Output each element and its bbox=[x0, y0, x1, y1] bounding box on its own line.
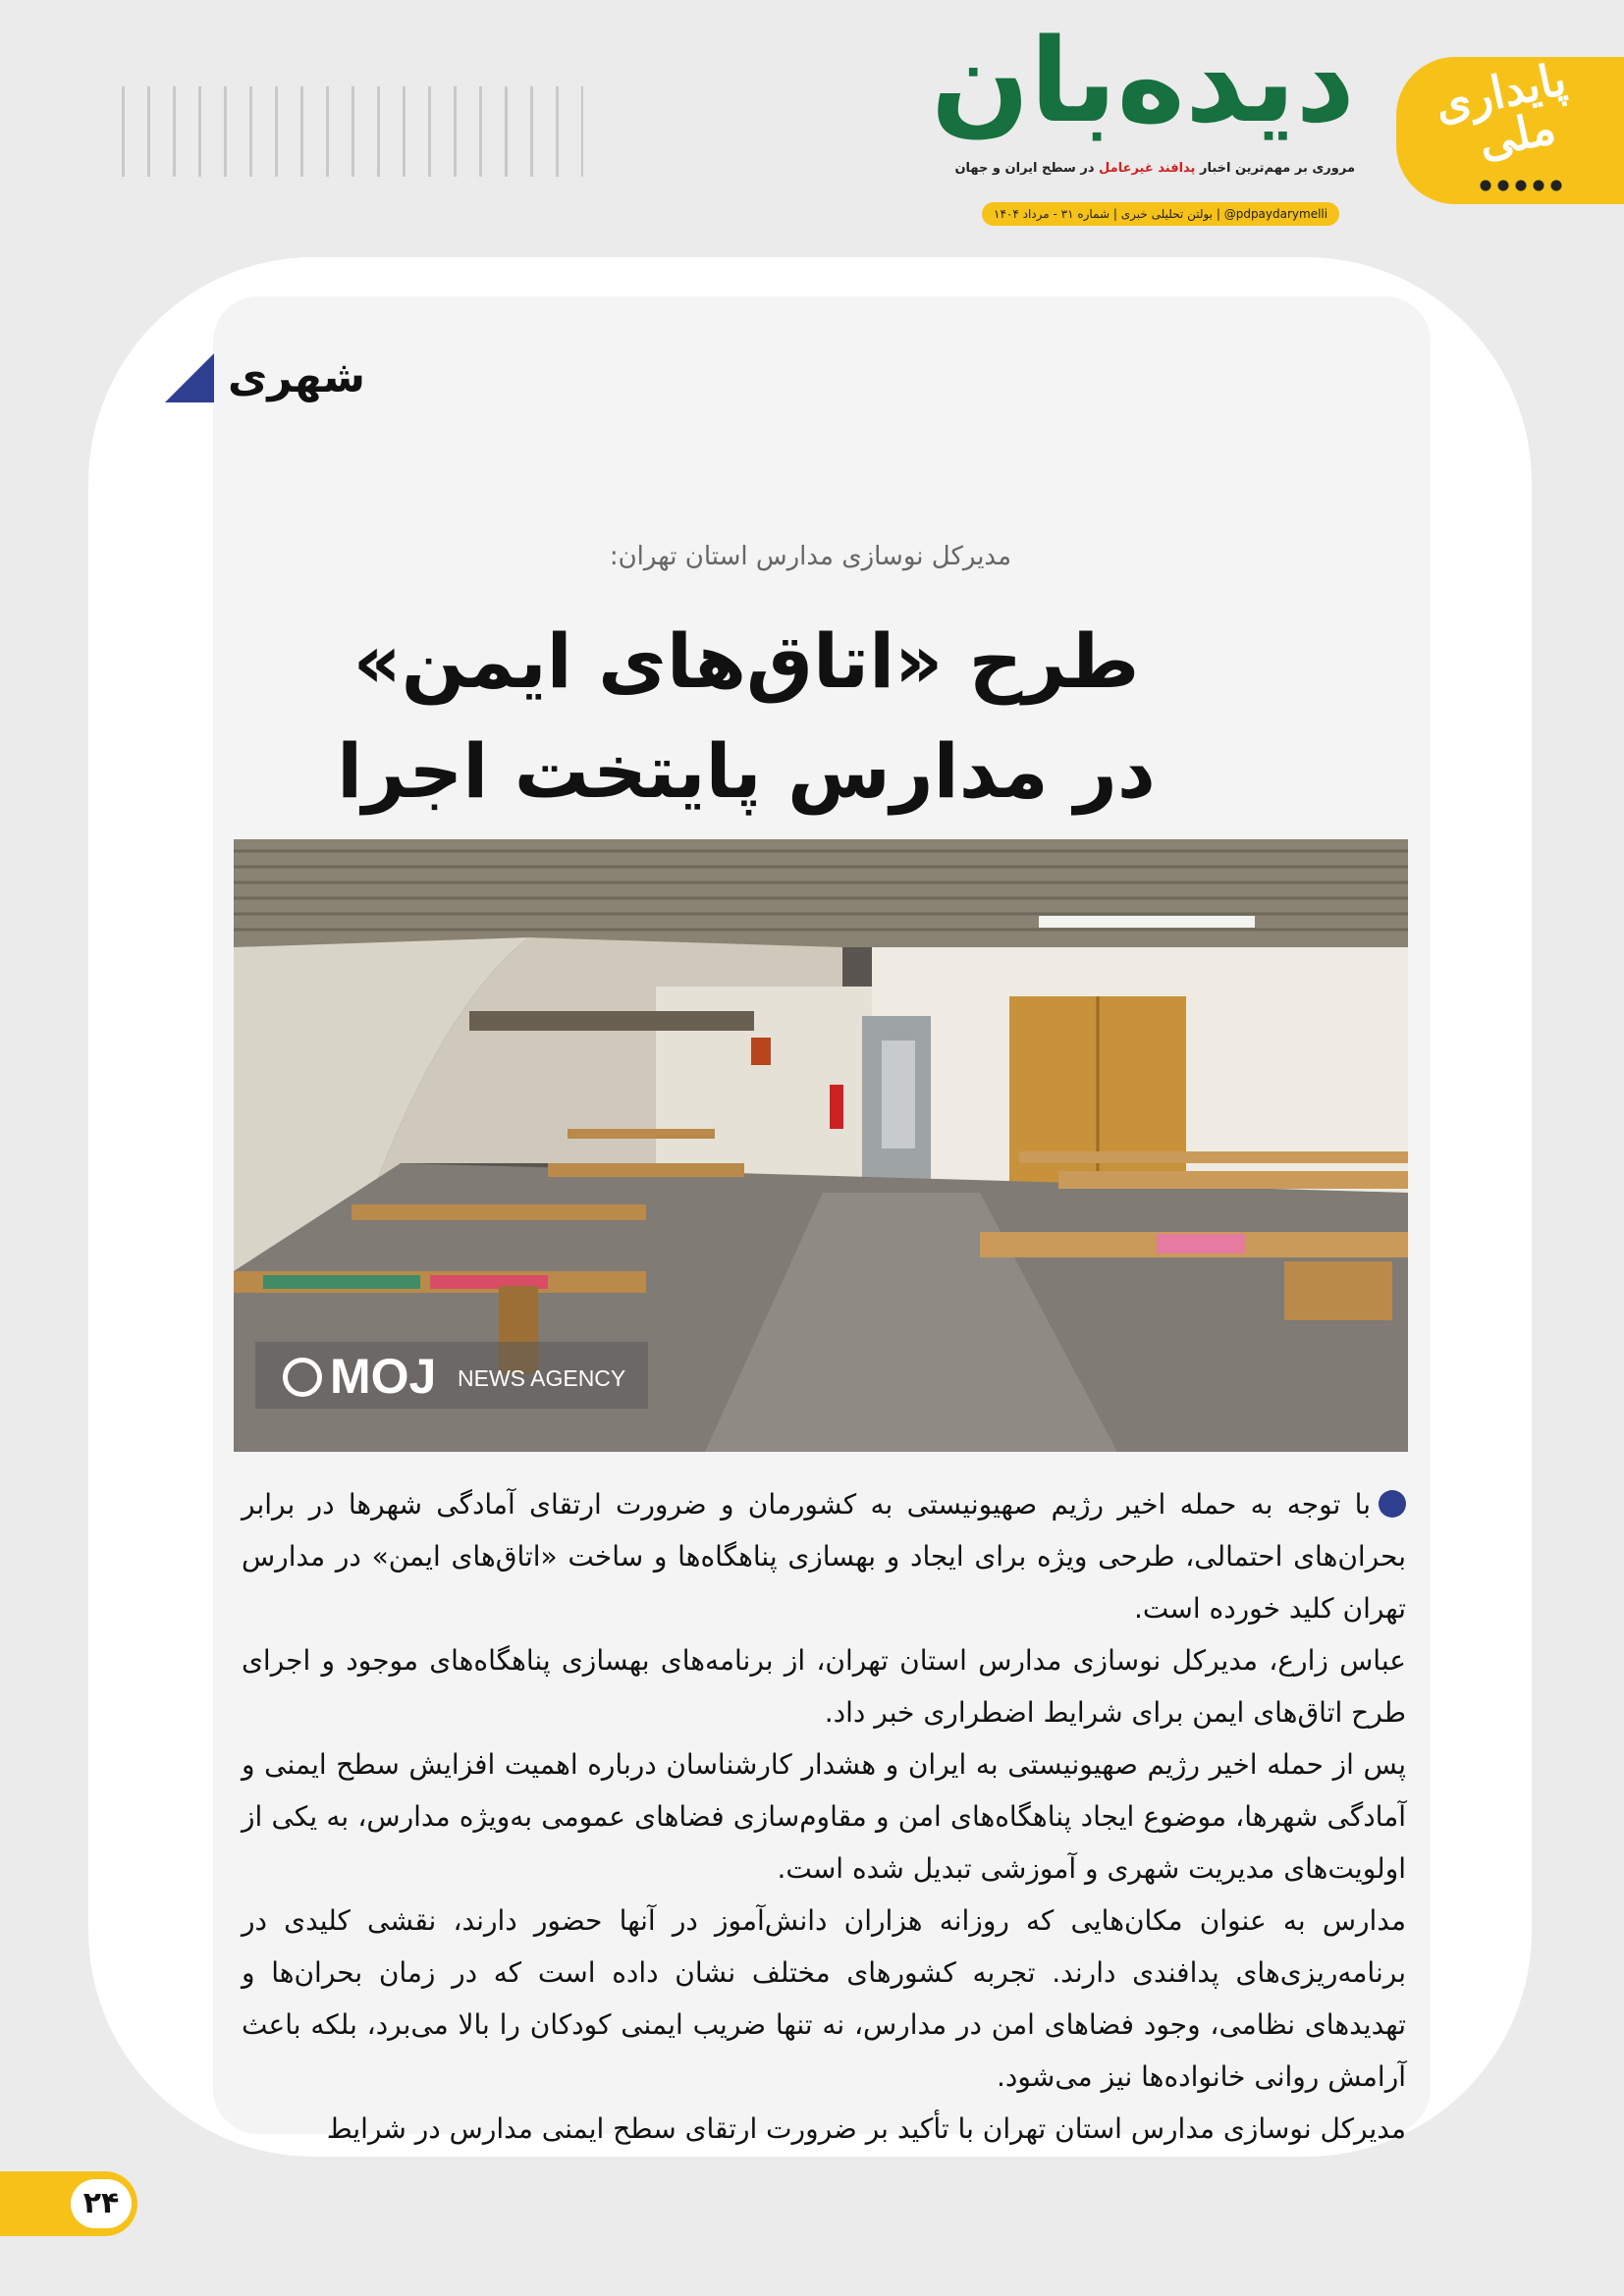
body-paragraph: عباس زارع، مدیرکل نوسازی مدارس استان تهران، از برنامه‌های بهسازی پناهگاه‌های موجود و اجرای طرح اتاق‌های ایمن برای شرایط اضطراری خبر داد. bbox=[242, 1644, 1406, 1729]
section-label: شهری bbox=[228, 352, 366, 402]
headline-line-2: در مدارس پایتخت اجرا bbox=[337, 727, 1156, 815]
tagline-highlight: پدافند غیرعامل bbox=[1099, 161, 1196, 176]
body-paragraph: مدیرکل نوسازی مدارس استان تهران با تأکید بر ضرورت ارتقای سطح ایمنی مدارس در شرایط bbox=[326, 2112, 1406, 2145]
bulletin-info: بولتن تحلیلی خبری | شماره ۳۱ - مرداد ۱۴۰۴ | @pdpaydarymelli bbox=[982, 202, 1339, 226]
paragraph-text: با توجه به حمله اخیر رژیم صهیونیستی به کشورمان و ضرورت ارتقای آمادگی شهرها در برابر بحران‌های احتمالی، طرحی ویژه برای ایجاد و بهسازی پناهگاه‌ها و ساخت «اتاق‌های ایمن» در مدارس تهران کلید خورده است. bbox=[242, 1488, 1406, 1625]
section-triangle-icon bbox=[165, 353, 214, 402]
article-kicker: مدیرکل نوسازی مدارس استان تهران: bbox=[609, 542, 1011, 571]
masthead bbox=[930, 13, 1355, 221]
credit-brand: MOJ bbox=[330, 1349, 437, 1404]
masthead-title: دیده‌بان bbox=[930, 13, 1355, 148]
bullet-icon bbox=[1379, 1490, 1406, 1518]
moj-logo-icon bbox=[283, 1358, 322, 1397]
body-paragraph bbox=[242, 1478, 1406, 1634]
paydari-melli-logo bbox=[1396, 52, 1624, 204]
credit-agency: NEWS AGENCY bbox=[458, 1365, 626, 1391]
tagline-part: در سطح ایران و جهان bbox=[954, 161, 1100, 176]
body-paragraph: پس از حمله اخیر رژیم صهیونیستی به ایران و هشدار کارشناسان درباره اهمیت افزایش سطح ایمنی و آمادگی شهرها، موضوع ایجاد پناهگاه‌های امن و مقاوم‌سازی فضاهای عمومی به‌ویژه مدارس، به یکی از اولویت‌های مدیریت شهری و آموزشی تبدیل شده است. bbox=[242, 1748, 1406, 1885]
page-number: ۲۴ bbox=[71, 2179, 132, 2228]
masthead-tagline bbox=[954, 161, 1355, 176]
article-body bbox=[242, 1478, 1406, 2145]
tagline-part: مروری بر مهم‌ترین اخبار bbox=[1195, 161, 1355, 176]
logo-dots bbox=[1477, 179, 1565, 192]
header-decor-stripes bbox=[122, 86, 583, 177]
logo-calligraphy: پایداری ملی bbox=[1430, 52, 1571, 169]
headline-line-1: طرح «اتاق‌های ایمن» bbox=[352, 617, 1140, 705]
photo-credit bbox=[255, 1342, 648, 1409]
body-paragraph: مدارس به عنوان مکان‌هایی که روزانه هزاران دانش‌آموز در آنها حضور دارند، نقشی کلیدی در برنامه‌ریزی‌های پدافندی دارند. تجربه کشورهای مختلف نشان داده است که در زمان بحران‌ها و تهدیدهای نظامی، وجود فضاهای امن در مدارس، نه تنها ضریب ایمنی کودکان را بالا می‌برد، بلکه باعث آرامش روانی خانواده‌ها نیز می‌شود. bbox=[242, 1904, 1406, 2093]
article-photo bbox=[234, 839, 1408, 1452]
